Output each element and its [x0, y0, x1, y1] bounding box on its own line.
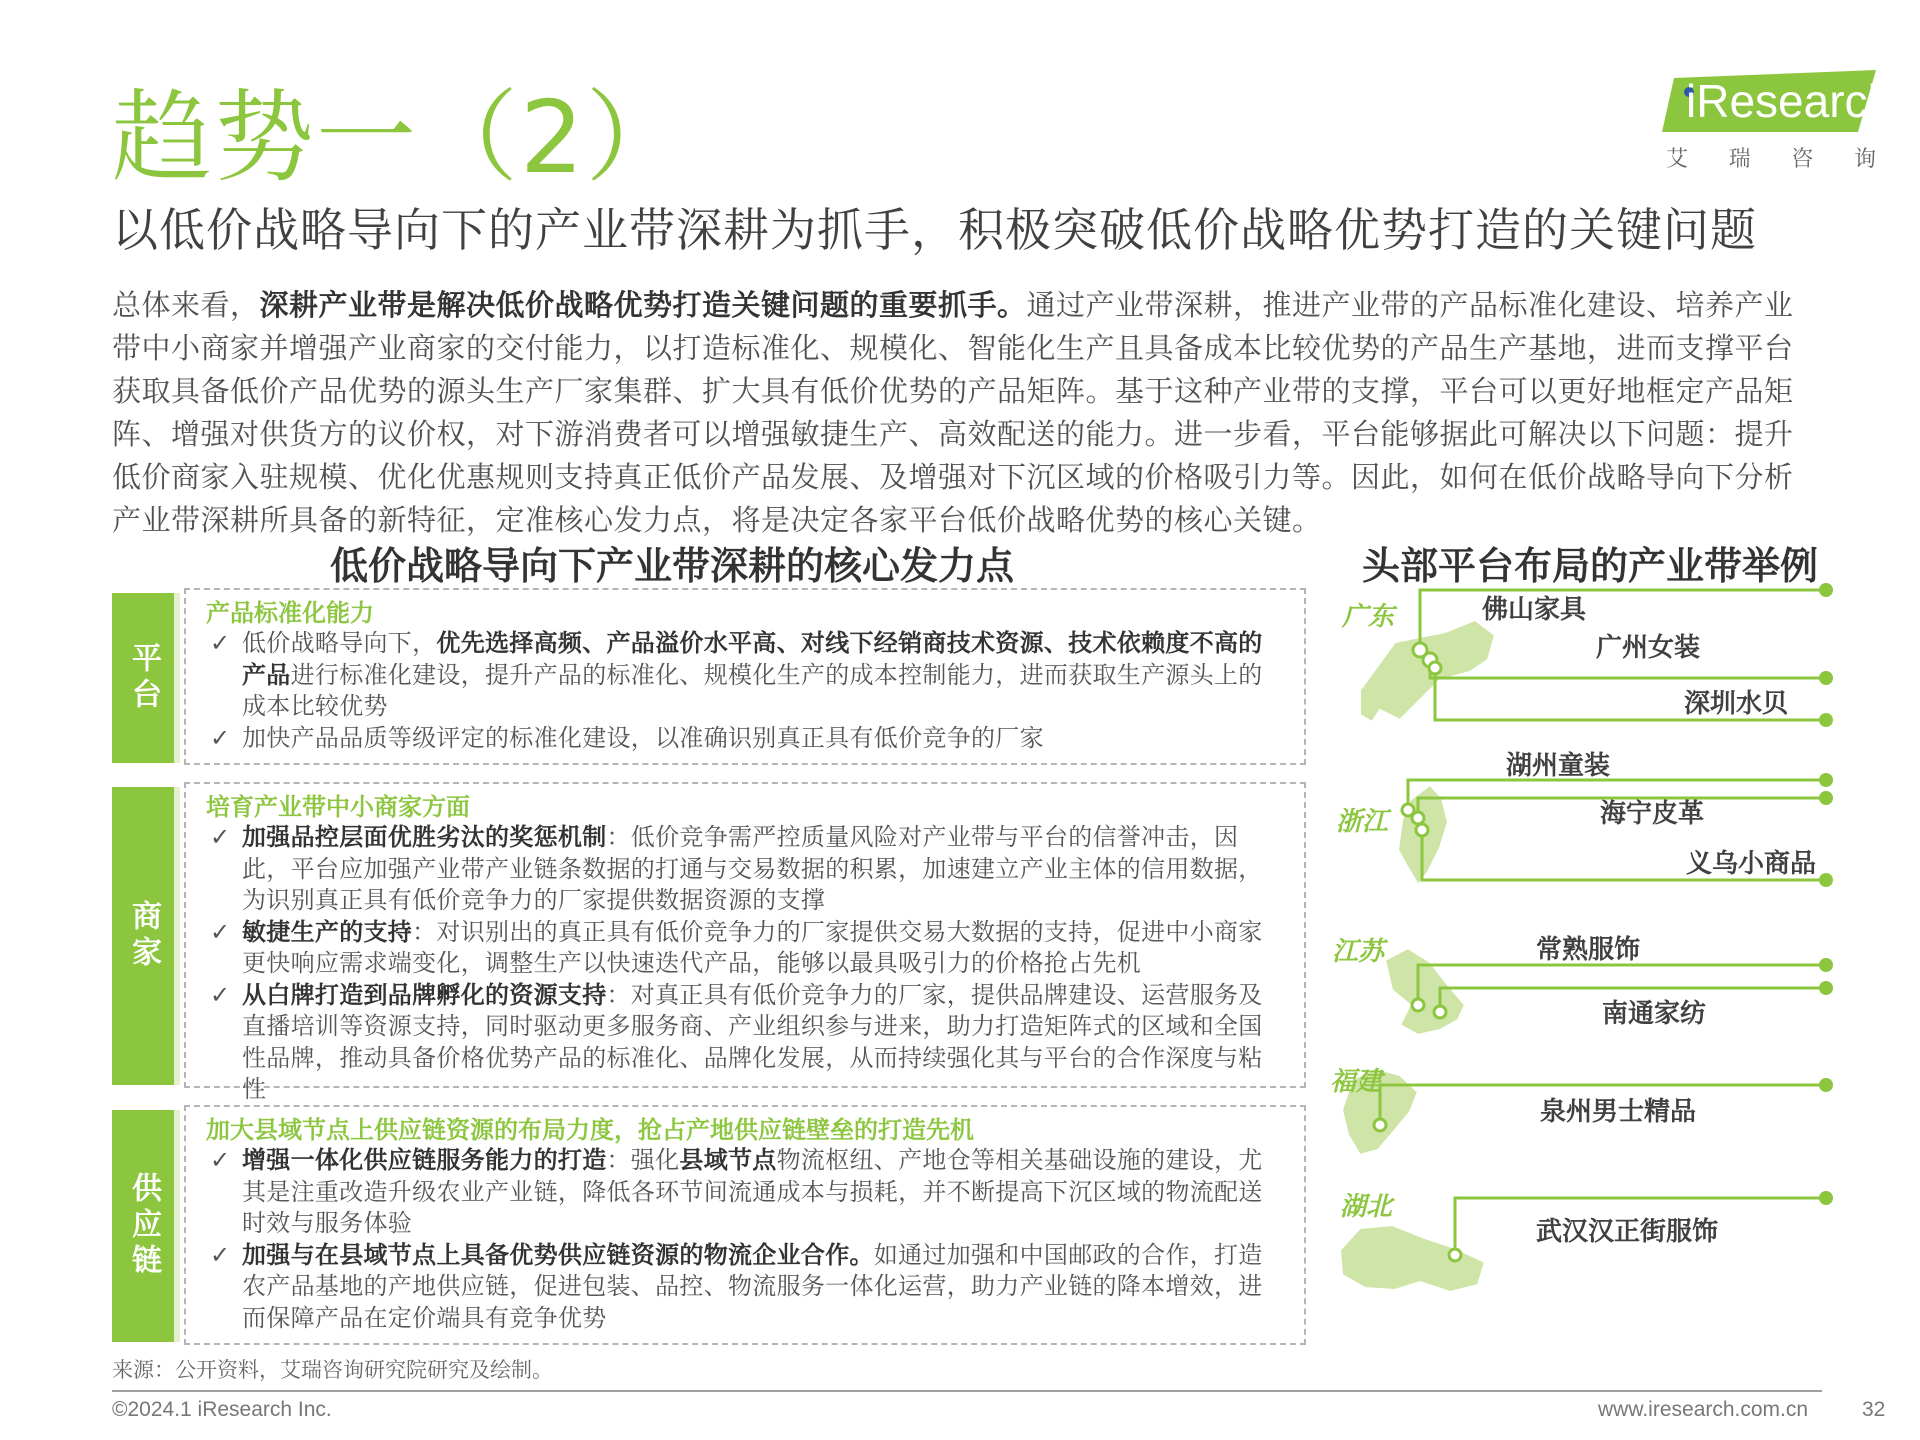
guangdong-map-shape [1360, 620, 1495, 722]
province-label: 江苏 [1332, 937, 1385, 967]
bullet-text: 加快产品品质等级评定的标准化建设，以准确识别真正具有低价竞争的厂家 [242, 723, 1044, 752]
bullet-bold: 优先选择高频、产品溢价水平高、对线下经销商技术资源、技术依赖度不高的产品 [242, 629, 1263, 689]
tag-char: 商 [126, 900, 161, 936]
bullet-text: 物流枢纽、产地仓等相关基础设施的建设，尤其是注重改造升级农业产业链，降低各环节间流通成本与损耗，并不断提高下沉区域的物流配送时效与服务体验 [242, 1146, 1263, 1237]
jiangsu-map-shape [1385, 948, 1465, 1035]
tag-char: 供 [126, 1172, 161, 1208]
connector-dots [1374, 583, 1833, 1261]
tag-char: 台 [126, 678, 161, 714]
copyright-text: ©2024.1 iResearch Inc. [112, 1398, 332, 1421]
intro-lead: 总体来看， [112, 288, 260, 322]
left-section-heading: 低价战略导向下产业带深耕的核心发力点 [330, 544, 1015, 588]
belt-label: 武汉汉正街服饰 [1536, 1217, 1719, 1247]
belt-label: 常熟服饰 [1536, 935, 1641, 965]
page-subtitle: 以低价战略导向下的产业带深耕为抓手，积极突破低价战略优势打造的关键问题 [112, 203, 1757, 257]
province-label: 浙江 [1336, 807, 1389, 837]
right-section-heading: 头部平台布局的产业带举例 [1362, 544, 1819, 588]
province-label: 福建 [1330, 1067, 1383, 1097]
bullet-text: 进行标准化建设，提升产品的标准化、规模化生产的成本控制能力，进而获取生产源头上的成本比较优势 [242, 660, 1263, 720]
bullet-text: 如通过加强和中国邮政的合作，打造农产品基地的产地供应链，促进包装、品控、物流服务一体化运营，助力产业链的降本增效，进而保障产品在定价端具有竞争优势 [242, 1240, 1263, 1332]
tag-char: 平 [126, 642, 161, 678]
bullet-bold: 敏捷生产的支持 [242, 917, 413, 946]
tag-char: 链 [126, 1244, 161, 1280]
intro-bold: 深耕产业带是解决低价战略优势打造关键问题的重要抓手。 [259, 288, 1027, 322]
panel-heading: 培育产业带中小商家方面 [206, 793, 470, 821]
belt-label: 泉州男士精品 [1540, 1097, 1697, 1127]
belt-label: 湖州童装 [1506, 751, 1611, 781]
page-title: 趋势一（2） [112, 79, 688, 196]
logo-brand-text: iResearch [1686, 75, 1894, 127]
province-label: 湖北 [1340, 1192, 1393, 1222]
footer-divider [112, 1390, 1822, 1392]
check-icon: ✓ [210, 823, 231, 851]
bullet-text: ：低价竞争需严控质量风险对产业带与平台的信誉冲击，因此，平台应加强产业带产业链条数据的打通与交易数据的积累，加速建立产业主体的信用数据，为识别真正具有低价竞争力的厂家提供数据资源的支撑 [242, 823, 1263, 914]
tag-char: 家 [126, 936, 161, 972]
check-icon: ✓ [210, 629, 231, 657]
website-link[interactable]: www.iresearch.com.cn [1598, 1398, 1809, 1421]
check-icon: ✓ [210, 1240, 231, 1269]
belt-label: 广州女装 [1596, 633, 1701, 663]
bullet-bold: 加强品控层面优胜劣汰的奖惩机制 [242, 823, 607, 851]
intro-rest: 通过产业带深耕，推进产业带的产品标准化建设、培养产业带中小商家并增强产业商家的交付能力，以打造标准化、规模化、智能化生产且具备成本比较优势的产品生产基地，进而支撑平台获取具备低价产品优势的源头生产厂家集群、扩大具有低价优势的产品矩阵。基于这种产业带的支撑，平台可以更好地框定产品矩阵、增强对供货方的议价权，对下游消费者可以增强敏捷生产、高效配送的能力。进一步看，平台能够据此可解决以下问题：提升低价商家入驻规模、优化优惠规则支持真正低价产品发展、及增强对下沉区域的价格吸引力等。因此，如何在低价战略导向下分析产业带深耕所具备的新特征，定准核心发力点，将是决定各家平台低价战略优势的核心关键。 [112, 288, 1794, 537]
page-number: 32 [1862, 1398, 1886, 1421]
bullet-text: ：强化 [606, 1146, 680, 1174]
panel-heading: 产品标准化能力 [206, 599, 374, 627]
bullet-text: ：对识别出的真正具有低价竞争力的厂家提供交易大数据的支持，促进中小商家更快响应需求端变化，调整生产以快速迭代产品，能够以最具吸引力的价格抢占先机 [242, 917, 1263, 977]
belt-label: 海宁皮革 [1600, 799, 1705, 829]
check-icon: ✓ [210, 917, 231, 946]
province-label: 广东 [1342, 602, 1395, 632]
hubei-map-shape [1340, 1225, 1485, 1292]
check-icon: ✓ [210, 723, 231, 752]
belt-label: 南通家纺 [1602, 999, 1707, 1029]
check-icon: ✓ [210, 980, 231, 1009]
logo-char: 咨 [1791, 147, 1814, 172]
logo-char: 瑞 [1728, 147, 1751, 172]
belt-label: 深圳水贝 [1684, 689, 1789, 719]
bullet-bold: 加强与在县域节点上具备优势供应链资源的物流企业合作。 [242, 1240, 874, 1269]
source-note: 来源：公开资料，艾瑞咨询研究院研究及绘制。 [112, 1358, 553, 1382]
logo-char: 询 [1853, 147, 1876, 172]
bullet-text: ：对真正具有低价竞争力的厂家，提供品牌建设、运营服务及直播培训等资源支持，同时驱动更多服务商、产业组织参与进来，助力打造矩阵式的区域和全国性品牌，推动具备价格优势产品的标准化、品牌化发展，从而持续强化其与平台的合作深度与粘性 [242, 980, 1263, 1103]
check-icon: ✓ [210, 1146, 231, 1174]
belt-label: 佛山家具 [1482, 595, 1587, 625]
panel-heading: 加大县域节点上供应链资源的布局力度，抢占产地供应链壁垒的打造先机 [206, 1116, 974, 1144]
bullet-bold: 从白牌打造到品牌孵化的资源支持 [242, 980, 607, 1009]
bullet-text: 低价战略导向下， [242, 629, 437, 657]
logo-char: 艾 [1666, 147, 1689, 172]
belt-label: 义乌小商品 [1686, 849, 1817, 879]
tag-char: 应 [126, 1208, 161, 1244]
bullet-bold: 增强一体化供应链服务能力的打造 [242, 1146, 607, 1174]
bullet-bold: 县域节点 [679, 1146, 777, 1174]
belt-labels [1482, 595, 1816, 1247]
